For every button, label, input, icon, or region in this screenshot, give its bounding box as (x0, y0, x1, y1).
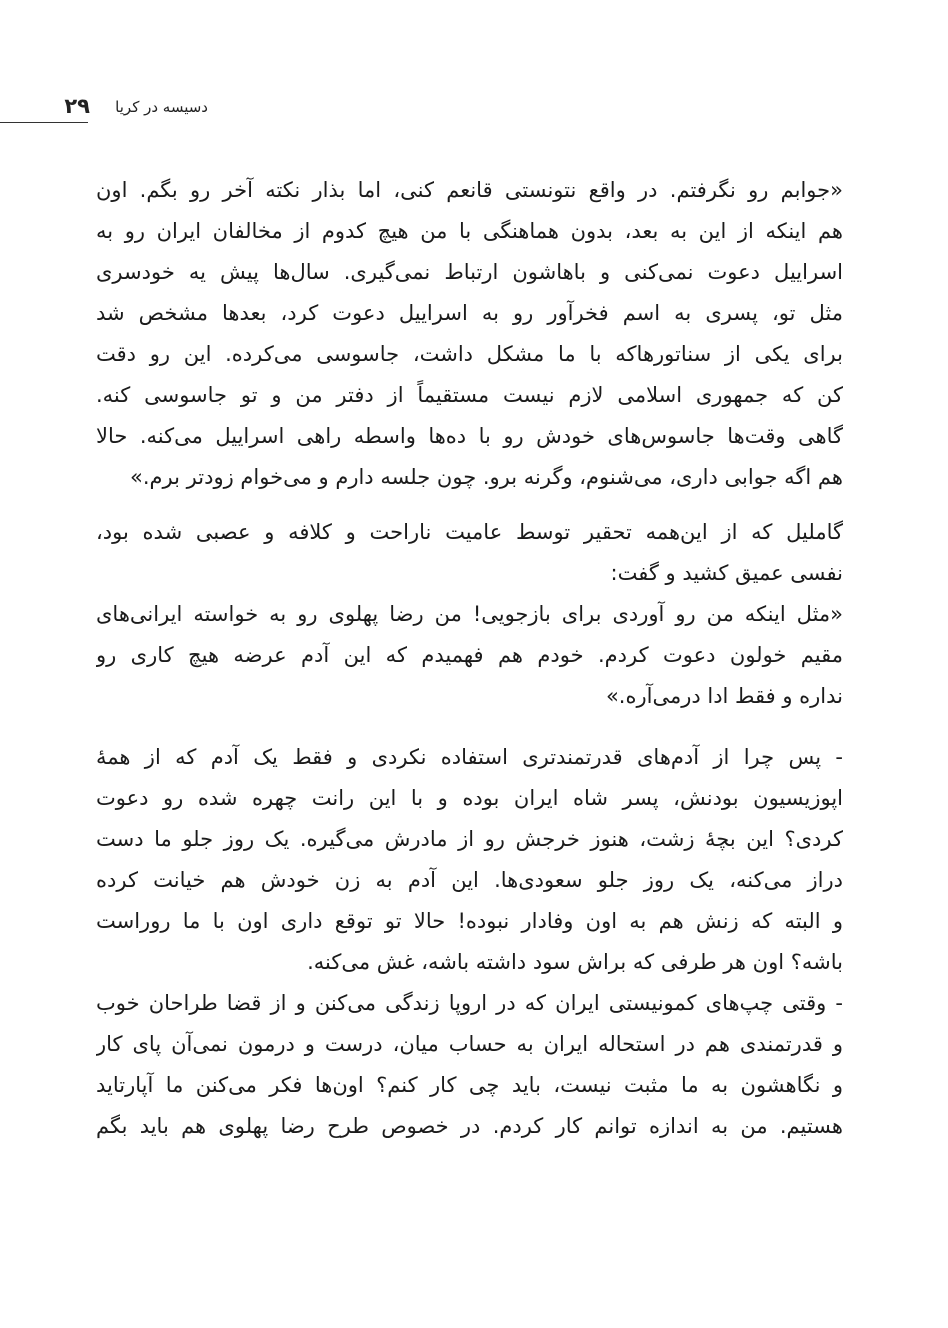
text-line: نفسی عمیق کشید و گفت: (610, 561, 843, 585)
paragraph-2 (96, 512, 843, 717)
text-line: اسراییل دعوت نمی‌کنی و باهاشون ارتباط نمی‌گیری. سال‌ها پیش یه خودسری (96, 260, 843, 284)
text-line: کن که جمهوری اسلامی لازم نیست مستقیماً از دفتر من و تو جاسوسی کنه. (96, 383, 843, 407)
page-header (0, 94, 948, 134)
text-line: کردی؟ این بچهٔ زشت، هنوز خرجش رو از مادرش می‌گیره. یک روز جلو ما دست (96, 827, 843, 851)
text-line: دراز می‌کنه، یک روز جلو سعودی‌ها. این آدم به زن خودش هم خیانت کرده (96, 868, 843, 892)
text-line: باشه؟ اون هر طرفی که براش سود داشته باشه، غش می‌کنه. (307, 950, 843, 974)
text-line: و البته که زنش هم به اون وفادار نبوده! حالا تو توقع داری اون با ما روراست (96, 909, 843, 933)
page-number: ۲۹ (64, 94, 90, 118)
text-line: گاملیل که از این‌همه تحقیر توسط عامیت ناراحت و کلافه و عصبی شده بود، (96, 520, 843, 544)
text-line: مقیم خولون دعوت کردم. خودم هم فهمیدم که این آدم عرضه هیچ کاری رو (96, 643, 843, 667)
text-line: مثل تو، پسری به اسم فخرآور رو به اسراییل دعوت کرد، بعدها مشخص شد (96, 301, 843, 325)
paragraph-3 (96, 737, 843, 1147)
paragraph-1 (96, 170, 843, 498)
text-line: و قدرتمندی هم در استحاله ایران به حساب میان، درست و درمون نمی‌آن پای کار (96, 1032, 843, 1056)
text-line: هستیم. من به اندازه توانم کار کردم. در خصوص طرح رضا پهلوی هم باید بگم (96, 1114, 843, 1138)
text-line: اپوزیسیون بودنش، پسر شاه ایران بوده و با این رانت چهره شده رو دعوت (96, 786, 843, 810)
text-line: - پس چرا از آدم‌های قدرتمندتری استفاده نکردی و فقط یک آدم که از همهٔ (96, 745, 843, 769)
text-line: هم اگه جوابی داری، می‌شنوم، وگرنه برو. چون جلسه دارم و می‌خوام زودتر برم.» (130, 465, 843, 489)
text-line: «جوابم رو نگرفتم. در واقع نتونستی قانعم کنی، اما بذار نکته آخر رو بگم. اون (96, 178, 843, 202)
text-line: هم اینکه از این به بعد، بدون هماهنگی با من هیچ کدوم از مخالفان ایران رو به (96, 219, 843, 243)
text-line: برای یکی از سناتورهاکه با ما مشکل داشت، جاسوسی می‌کرده. این رو دقت (96, 342, 843, 366)
body-text (96, 170, 843, 1147)
header-rule (0, 122, 88, 123)
text-line: - وقتی چپ‌های کمونیستی ایران که در اروپا زندگی می‌کنن و از قضا طراحان خوب (96, 991, 843, 1015)
text-line: «مثل اینکه من رو آوردی برای بازجویی! من رضا پهلوی رو به خواسته ایرانی‌های (96, 602, 843, 626)
text-line: گاهی وقت‌ها جاسوس‌های خودش رو با ده‌ها واسطه راهی اسراییل می‌کنه. حالا (96, 424, 843, 448)
paragraph-gap (96, 498, 843, 512)
paragraph-gap (96, 717, 843, 737)
running-title: دسیسه در کریا (115, 98, 208, 116)
text-line: و نگاهشون به ما مثبت نیست، باید چی کار کنم؟ اون‌ها فکر می‌کنن ما آپارتاید (96, 1073, 843, 1097)
text-line: نداره و فقط ادا درمی‌آره.» (605, 684, 843, 708)
